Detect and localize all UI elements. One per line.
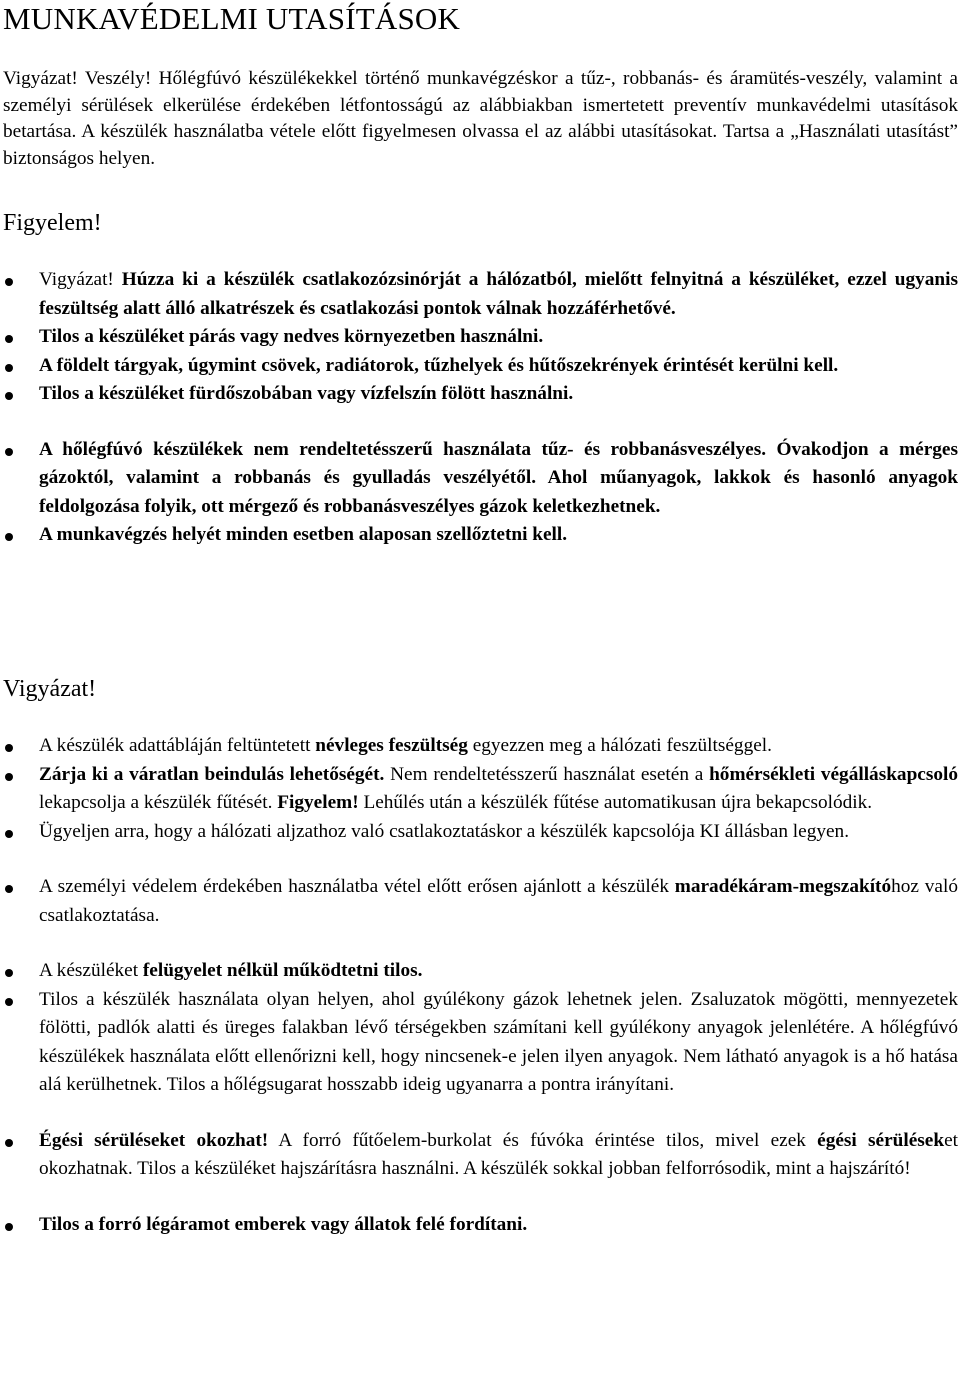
list-item — [0, 521, 958, 550]
bullet-icon — [5, 1223, 13, 1231]
item-text: A hőlégfúvó készülékek nem rendeltetésszerű használata tűz- és robbanásveszélyes. Óvakodjon a mérges gázoktól, valamint a robbanás és gyulladás veszélyétől. Ahol műanyagok, lakkok és hasonló anyagok feldolgozása folyik, ott mérgező és robbanásveszélyes gázok keletkezhetnek. — [39, 438, 958, 517]
intro-paragraph — [3, 66, 958, 172]
item-bold: Égési sérüléseket okozhat! — [39, 1129, 269, 1151]
bullet-icon — [5, 885, 13, 893]
item-text: Tilos a készülék használata olyan helyen, ahol gyúlékony gázok lehetnek jelen. Zsaluzatok mögötti, mennyezetek fölötti, padlók alatti és üreges falakban lévő térségekben számítani kell gyúlékony anyagok jelenlétére. A hőlégfúvó készülékek használata előtt ellenőrizni kell, hogy nincsenek-e jelen ilyen anyagok. Nem látható anyagok is a hő hatása alá kerülhetnek. Tilos a hőlégsugarat hosszabb ideig ugyanarra a pontra irányítani. — [39, 988, 958, 1095]
bullet-icon — [5, 830, 13, 838]
list-item — [0, 957, 958, 986]
bullet-icon — [5, 744, 13, 752]
bullet-icon — [5, 335, 13, 343]
list-item — [0, 436, 958, 522]
item-text: Tilos a készüléket párás vagy nedves környezetben használni. — [39, 326, 544, 347]
list-item — [0, 873, 958, 930]
item-bold: égési sérülések — [817, 1129, 945, 1151]
intro-lead: Vigyázat! Veszély! — [3, 68, 152, 89]
list-item — [0, 352, 958, 381]
item-bold: hőmérsékleti végálláskapcsoló — [709, 763, 958, 785]
bullet-icon — [5, 364, 13, 372]
list-item — [0, 818, 958, 847]
section2-heading: Vigyázat! — [3, 676, 97, 702]
list-item — [0, 380, 958, 409]
bullet-icon — [5, 969, 13, 977]
bullet-icon — [5, 448, 13, 456]
bullet-icon — [5, 392, 13, 400]
list-item — [0, 986, 958, 1100]
item-text: A munkavégzés helyét minden esetben alaposan szellőztetni kell. — [39, 524, 568, 545]
item-text: Nem rendeltetésszerű használat esetén a — [384, 763, 710, 785]
section1-heading: Figyelem! — [3, 210, 102, 236]
item-text: A készülék adattábláján feltüntetett — [39, 735, 316, 756]
intro-text: Hőlégfúvó készülékekkel történő munkavégzéskor a tűz-, robbanás- és áramütés-veszély, valamint a személyi sérülések elkerülése érdekében létfontosságú az alábbiakban ismertetett preventív munkavédelmi utasítások betartása. A készülék használatba vétele előtt figyelmesen olvassa el az alábbi utasításokat. Tartsa a „Használati utasítást” biztonságos helyen. — [3, 68, 958, 169]
item-text: A készüléket — [39, 960, 143, 981]
item-text: Húzza ki a készülék csatlakozózsinórját a hálózatból, mielőtt felnyitná a készüléket, ezzel ugyanis feszültség alatt álló alkatrészek és csatlakozási pontok válnak hozzáférhetővé. — [39, 269, 958, 319]
item-text: hoz való csatlakoztatása. — [39, 876, 958, 926]
item-bold: maradékáram-megszakító — [674, 876, 892, 897]
item-bold: Figyelem! — [277, 792, 359, 813]
item-text: et okozhatnak. Tilos a készüléket hajszárításra használni. A készülék sokkal jobban felforrósodik, mint a hajszárító! — [39, 1129, 958, 1179]
item-text: Ügyeljen arra, hogy a hálózati aljzathoz való csatlakoztatáskor a készülék kapcsolója KI állásban legyen. — [39, 820, 850, 842]
bullet-icon — [5, 998, 13, 1006]
item-text: Tilos a forró légáramot emberek vagy állatok felé fordítani. — [39, 1213, 528, 1235]
item-bold: Zárja ki a váratlan beindulás lehetőségét. — [39, 763, 385, 785]
section1-list — [0, 266, 958, 550]
item-text: A földelt tárgyak, úgymint csövek, radiátorok, tűzhelyek és hűtőszekrények érintését kerülni kell. — [39, 354, 839, 376]
list-item — [0, 323, 958, 352]
document-title: MUNKAVÉDELMI UTASÍTÁSOK — [3, 1, 461, 36]
item-text: lekapcsolja a készülék fűtését. — [39, 792, 278, 813]
item-text: Tilos a készüléket fürdőszobában vagy vízfelszín fölött használni. — [39, 383, 574, 404]
bullet-icon — [5, 278, 13, 286]
bullet-icon — [5, 533, 13, 541]
item-bold: névleges feszültség — [315, 735, 468, 756]
list-item — [0, 761, 958, 818]
list-item — [0, 1211, 958, 1240]
item-lead: Vigyázat! — [39, 269, 114, 290]
bullet-icon — [5, 1139, 13, 1147]
item-text: egyezzen meg a hálózati feszültséggel. — [467, 735, 772, 756]
list-item — [0, 1127, 958, 1184]
list-item — [0, 732, 958, 761]
list-item — [0, 266, 958, 323]
item-text: A forró fűtőelem-burkolat és fúvóka érintése tilos, mivel ezek — [268, 1129, 818, 1151]
bullet-icon — [5, 773, 13, 781]
item-bold: felügyelet nélkül működtetni tilos. — [142, 960, 423, 981]
item-text: A személyi védelem érdekében használatba vétel előtt erősen ajánlott a készülék — [39, 876, 675, 897]
section2-list — [0, 732, 958, 1239]
item-text: Lehűlés után a készülék fűtése automatikusan újra bekapcsolódik. — [358, 792, 873, 813]
